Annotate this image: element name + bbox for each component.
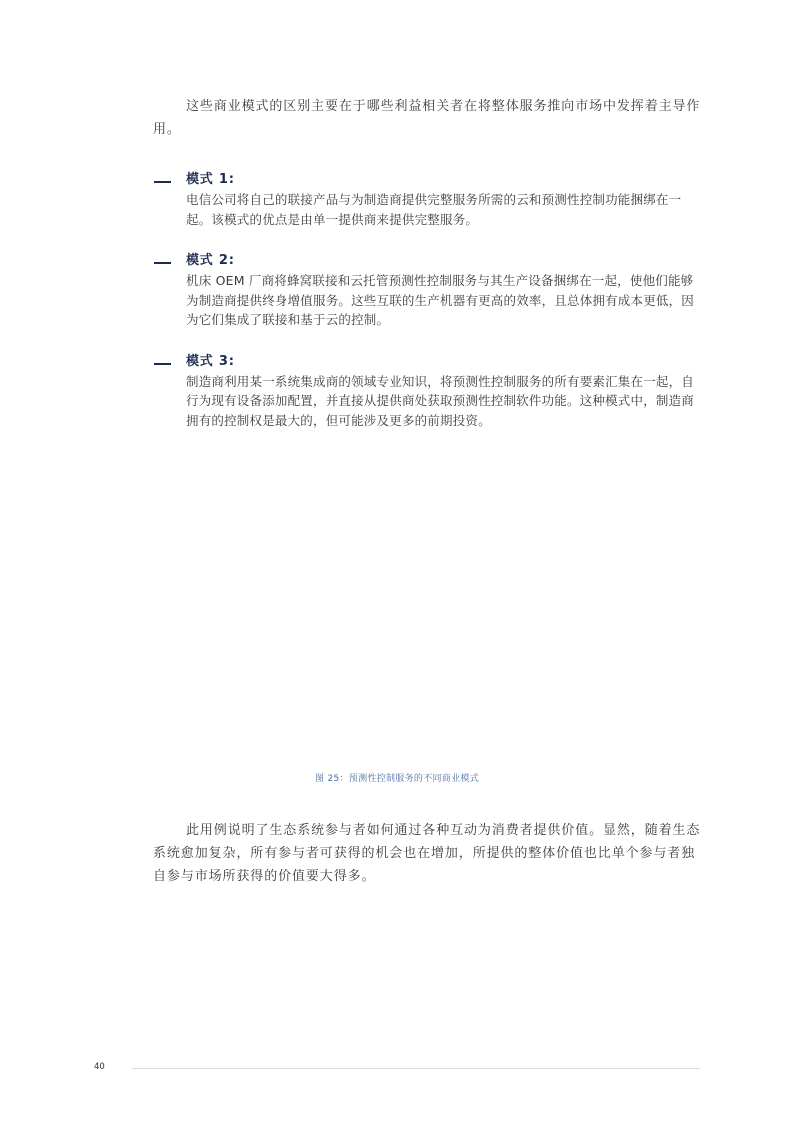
dash-bullet-icon: [154, 262, 171, 264]
page-number: 40: [94, 1062, 105, 1072]
mode-title: 模式 1:: [186, 172, 235, 187]
dash-bullet-icon: [154, 181, 171, 183]
figure-caption: 图 25：预测性控制服务的不同商业模式: [314, 774, 479, 784]
mode-title: 模式 2:: [186, 253, 235, 268]
intro-paragraph: 这些商业模式的区别主要在于哪些利益相关者在将整体服务推向市场中发挥着主导作用。: [153, 99, 701, 137]
footer-divider: [132, 1068, 700, 1069]
mode-title: 模式 3:: [186, 353, 235, 369]
mode-description: 电信公司将自己的联接产品与为制造商提供完整服务所需的云和预测性控制功能捆绑在一起。该模式的优点是由单一提供商来提供完整服务。: [186, 192, 682, 227]
dash-bullet-icon: [154, 363, 171, 365]
mode-description: 机床 OEM 厂商将蜂窝联接和云托管预测性控制服务与其生产设备捆绑在一起，使他们能够为制造商提供终身增值服务。这些互联的生产机器有更高的效率，且总体拥有成本更低，因为它们集成了联接和基于云的控制。: [186, 273, 695, 327]
mode-item-3: [153, 352, 701, 431]
mode-item-1: [153, 170, 701, 229]
mode-item-2: [153, 251, 701, 330]
outro-paragraph: 此用例说明了生态系统参与者如何通过各种互动为消费者提供价值。显然，随着生态系统愈加复杂，所有参与者可获得的机会也在增加，所提供的整体价值也比单个参与者独自参与市场所获得的价值要大得多。: [153, 823, 701, 884]
mode-description: 制造商利用某一系统集成商的领域专业知识，将预测性控制服务的所有要素汇集在一起，自行为现有设备添加配置，并直接从提供商处获取预测性控制软件功能。这种模式中，制造商拥有的控制权是最大的，但可能涉及更多的前期投资。: [186, 373, 695, 428]
business-mode-list: [153, 170, 701, 452]
